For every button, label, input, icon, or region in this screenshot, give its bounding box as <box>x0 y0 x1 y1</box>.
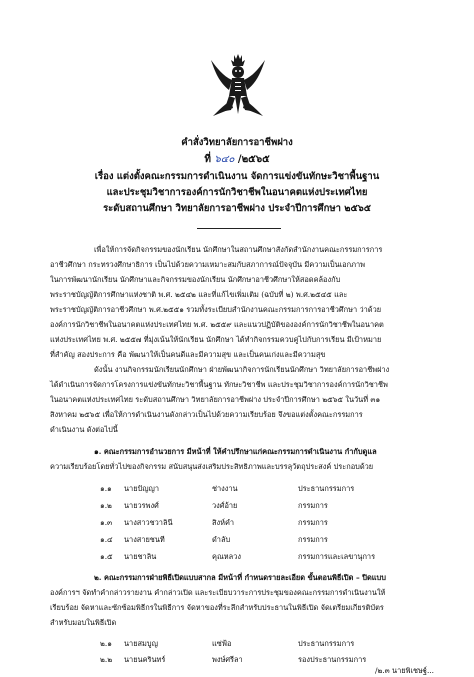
paragraph-1-line: เพื่อให้การจัดกิจกรรมของนักเรียน นักศึกษาในสถานศึกษาสังกัดสำนักงานคณะกรรมการการ <box>94 245 383 254</box>
paragraph-2-line: ดังนั้น งานกิจกรรมนักเรียนนักศึกษา ฝ่ายพัฒนากิจการนักเรียนนักศึกษา วิทยาลัยการอาชีพฝาง <box>94 365 390 374</box>
paragraph-1-line: ที่สำคัญ สองประการ คือ พัฒนาให้เป็นคนดีและมีความสุข และเป็นคนเก่งและมีความสุข <box>50 350 326 359</box>
section-1-heading: ๑. คณะกรรมการอำนวยการ มีหน้าที่ ให้คำปรึกษาแก่คณะกรรมการดำเนินงาน กำกับดูแล <box>94 447 377 456</box>
paragraph-1-line: แห่งประเทศไทย พ.ศ. ๒๕๕๗ ที่มุ่งเน้นให้นักเรียน นักศึกษา ได้ทำกิจกรรมควบคู่ไปกับการเรียน มีเป้าหมาย <box>50 335 382 344</box>
subject-line-3: ระดับสถานศึกษา วิทยาลัยการอาชีพฝาง ประจำปีการศึกษา ๒๕๖๕ <box>103 203 371 214</box>
paragraph-1-line: พระราชบัญญัติการศึกษาแห่งชาติ พ.ศ. ๒๕๔๒ และที่แก้ไขเพิ่มเติม (ฉบับที่ ๒) พ.ศ.๒๕๔๕ และ <box>50 290 348 299</box>
order-number-suffix: /๒๕๖๕ <box>237 154 270 165</box>
subject-line-1: เรื่อง แต่งตั้งคณะกรรมการดำเนินงาน จัดการแข่งขันทักษะวิชาพื้นฐาน <box>94 171 380 182</box>
subject-line-2: และประชุมวิชาการองค์การนักวิชาชีพในอนาคตแห่งประเทศไทย <box>106 187 368 198</box>
section-2-heading: ๒. คณะกรรมการฝ่ายพิธีเปิดแบบสากล มีหน้าที่ กำหนดรายละเอียด ขั้นตอนพิธีเปิด – ปิดแบบ <box>94 573 386 582</box>
section-1-description: ความเรียบร้อยโดยทั่วไปของกิจกรรม สนับสนุนส่งเสริมประสิทธิภาพและบรรลุวัตถุประสงค์ ประกอบด้วย <box>50 462 374 471</box>
section-2-description: เรียบร้อย จัดหาและซักซ้อมพิธีกรในพิธีการ จัดหาของที่ระลึกสำหรับประธานในพิธีเปิด จัดเตรียมเกียรติบัตร <box>50 603 384 612</box>
document-page: คำสั่งวิทยาลัยการอาชีพฝาง ที่ ๖๔๐ /๒๕๖๕ เรื่อง แต่งตั้งคณะกรรมการดำเนินงาน จัดการแข่งขันทักษะวิชาพื้นฐาน และประชุมวิชาการองค์การนักวิชาชีพในอนาคตแห่งประเทศไทย ระดับสถานศึกษา วิทยาลัยการอาชีพฝาง ประจำปีการศึกษา ๒๕๖๕ เพื่อให้การจัดกิจกรรมของนักเรียน นักศึกษาในสถานศึกษาสังกัดสำนักงานคณะกรรมการการ อาชีวศึกษา กระทรวงศึกษาธิการ เป็นไปด้วยความเหมาะสมกับสภาการณ์ปัจจุบัน มีความเป็นเอกภาพ ในการพัฒนานักเรียน นักศึกษาและกิจกรรมของนักเรียน นักศึกษาอาชีวศึกษาให้สอดคล้องกับ พระราชบัญญัติการศึกษาแห่งชาติ พ.ศ. ๒๕๔๒ และที่แก้ไขเพิ่มเติม (ฉบับที่ ๒) พ.ศ.๒๕๔๕ และ พระราชบัญญัติการอาชีวศึกษา พ.ศ.๒๕๕๑ รวมทั้งระเบียบสำนักงานคณะกรรมการการอาชีวศึกษา ว่าด้วย องค์การนักวิชาชีพในอนาคตแห่งประเทศไทย พ.ศ. ๒๕๕๙ และแนวปฏิบัติขององค์การนักวิชาชีพในอนาคต แห่งประเทศไทย พ.ศ. ๒๕๕๗ ที่มุ่งเน้นให้นักเรียน นักศึกษา ได้ทำกิจกรรมควบคู่ไปกับการเรียน มีเป้าหมาย ที่สำคัญ สองประการ คือ พัฒนาให้เป็นคนดีและมีความสุข และเป็นคนเก่งและมีความสุข ดังนั้น งานกิจกรรมนักเรียนนักศึกษา ฝ่ายพัฒนากิจการนักเรียนนักศึกษา วิทยาลัยการอาชีพฝาง ได้ดำเนินการจัดการโครงการแข่งขันทักษะวิชาพื้นฐาน ทักษะวิชาชีพ และประชุมวิชาการองค์การนักวิชาชีพ ในอนาคตแห่งประเทศไทย ระดับสถานศึกษา วิทยาลัยการอาชีพฝาง ประจำปีการศึกษา ๒๕๖๕ ในวันที่ ๓๑ สิงหาคม ๒๕๖๕ เพื่อให้การดำเนินงานดังกล่าวเป็นไปด้วยความเรียบร้อย จึงขอแต่งตั้งคณะกรรมการ ดำเนินงาน ดังต่อไปนี้ ๑. คณะกรรมการอำนวยการ มีหน้าที่ ให้คำปรึกษาแก่คณะกรรมการดำเนินงาน กำกับดูแล ความเรียบร้อยโดยทั่วไปของกิจกรรม สนับสนุนส่งเสริมประสิทธิภาพและบรรลุวัตถุประสงค์ ประกอบด้วย ๑.๑ นายปัญญา ช่างงาน ประธานกรรมการ ๑.๒ นายวรพงศ์ วงศ์อ้าย กรรมการ ๑.๓ นางสาวชวาลินี สิงห์คำ กรรมการ ๑.๔ นางสายชนที ดำลับ กรรมการ ๑.๕ นายชาลิน คุณหลวง กรรมการและเลขานุการ ๒. คณะกรรมการฝ่ายพิธีเปิดแบบสากล มีหน้าที่ กำหนดรายละเอียด ขั้นตอนพิธีเปิด – ปิดแบบ องค์การฯ จัดทำคำกล่าวรายงาน คำกล่าวเปิด และระเบียบวาระการประชุมของคณะกรรมการดำเนินงานให้ เรียบร้อย จัดหาและซักซ้อมพิธีกรในพิธีการ จัดหาของที่ระลึกสำหรับประธานในพิธีเปิด จัดเตรียมเกียรติบัตร สำหรับมอบในพิธีเปิด ๒.๑ นายสมบูญ แซ่ฟ้อ ประธานกรรมการ ๒.๒ นายนครินทร์ พงษ์ศรีลา รองประธานกรรมการ /๒.๓ นายพิเชษฐ์... <box>0 0 474 675</box>
garuda-emblem-icon <box>209 52 267 118</box>
paragraph-2-line: ได้ดำเนินการจัดการโครงการแข่งขันทักษะวิชาพื้นฐาน ทักษะวิชาชีพ และประชุมวิชาการองค์การนักวิชาชีพ <box>50 380 388 389</box>
order-title: คำสั่งวิทยาลัยการอาชีพฝาง <box>181 137 293 148</box>
paragraph-2-line: สิงหาคม ๒๕๖๕ เพื่อให้การดำเนินงานดังกล่าวเป็นไปด้วยความเรียบร้อย จึงขอแต่งตั้งคณะกรรมการ <box>50 410 363 419</box>
order-number-handwritten: ๖๔๐ <box>214 154 235 165</box>
paragraph-1-line: ในการพัฒนานักเรียน นักศึกษาและกิจกรรมของนักเรียน นักศึกษาอาชีวศึกษาให้สอดคล้องกับ <box>50 275 341 284</box>
section-2-description: สำหรับมอบในพิธีเปิด <box>50 618 117 627</box>
paragraph-2-line: ดำเนินงาน ดังต่อไปนี้ <box>50 425 118 434</box>
paragraph-1-line: องค์การนักวิชาชีพในอนาคตแห่งประเทศไทย พ.ศ. ๒๕๕๙ และแนวปฏิบัติขององค์การนักวิชาชีพในอนาคต <box>50 320 384 329</box>
order-number <box>0 152 474 167</box>
paragraph-1-line: อาชีวศึกษา กระทรวงศึกษาธิการ เป็นไปด้วยความเหมาะสมกับสภาการณ์ปัจจุบัน มีความเป็นเอกภาพ <box>50 260 365 269</box>
continuation-marker: /๒.๓ นายพิเชษฐ์... <box>374 666 434 675</box>
paragraph-2-line: ในอนาคตแห่งประเทศไทย ระดับสถานศึกษา วิทยาลัยการอาชีพฝาง ประจำปีการศึกษา ๒๕๖๕ ในวันที่ ๓๑ <box>50 395 381 404</box>
paragraph-1-line: พระราชบัญญัติการอาชีวศึกษา พ.ศ.๒๕๕๑ รวมทั้งระเบียบสำนักงานคณะกรรมการการอาชีวศึกษา ว่าด้วย <box>50 305 382 314</box>
section-2-description: องค์การฯ จัดทำคำกล่าวรายงาน คำกล่าวเปิด และระเบียบวาระการประชุมของคณะกรรมการดำเนินงานให้ <box>50 588 386 597</box>
order-number-prefix: ที่ <box>204 154 211 165</box>
heading-divider <box>197 228 281 229</box>
